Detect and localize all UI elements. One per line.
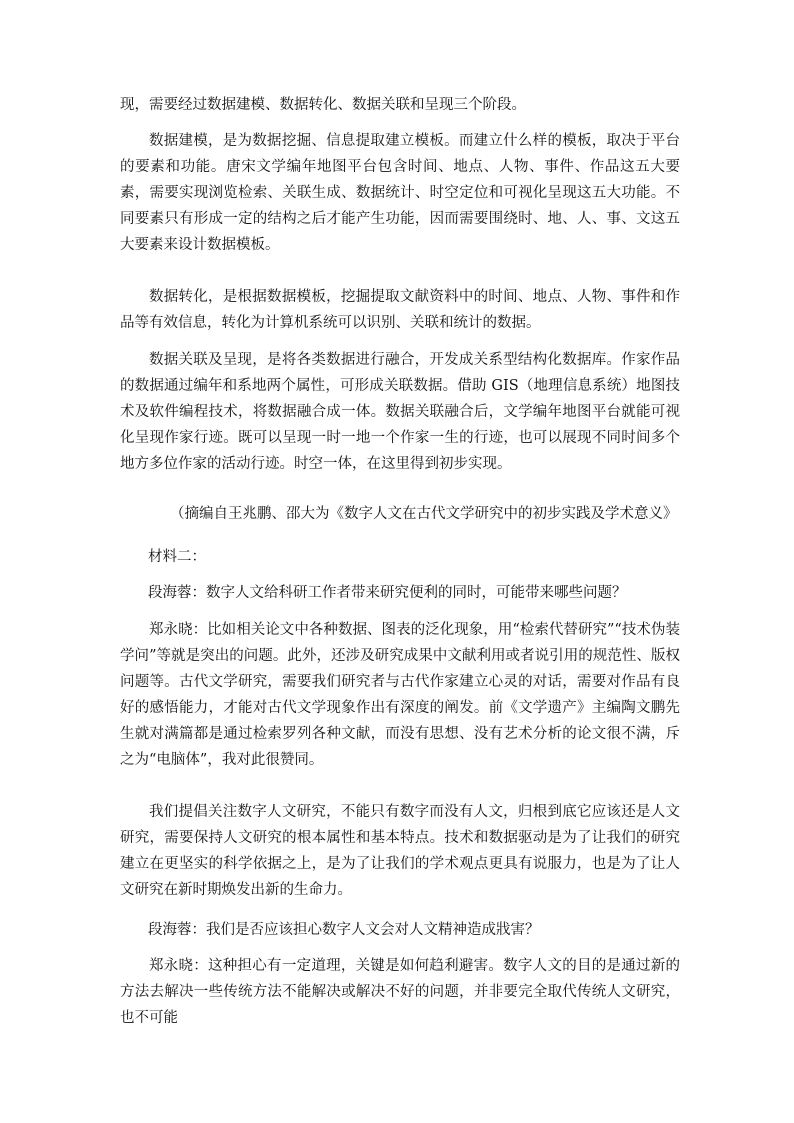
answer-two: 郑永晓：这种担心有一定道理，关键是如何趋利避害。数字人文的目的是通过新的方法去解决一些传统方法不能解决或解决不好的问题，并非要完全取代传统人文研究，也不可能 bbox=[120, 958, 680, 1026]
paragraph-continuation: 现，需要经过数据建模、数据转化、数据关联和呈现三个阶段。 bbox=[120, 97, 526, 113]
answer-one: 郑永晓：比如相关论文中各种数据、图表的泛化现象，用“检索代替研究”“技术伪装学问”等就是突出的问题。此外，还涉及研究成果中文献利用或者说引用的规范性、版权问题等。古代文学研究，需要我们研究者与古代作家建立心灵的对话，需要对作品有良好的感悟能力，才能对古代文学现象作出有深度的阐发。前《文学遗产》主编陶文鹏先生就对满篇都是通过检索罗列各种文献，而没有思想、没有艺术分析的论文很不满，斥之为“电脑体”，我对此很赞同。 bbox=[120, 622, 680, 768]
question-two: 段海蓉：我们是否应该担心数字人文会对人文精神造成戕害？ bbox=[148, 922, 540, 938]
paragraph-data-conversion: 数据转化，是根据数据模板，挖掘提取文献资料中的时间、地点、人物、事件和作品等有效信息，转化为计算机系统可以识别、关联和统计的数据。 bbox=[120, 289, 680, 331]
citation: （摘编自王兆鹏、邵大为《数字人文在古代文学研究中的初步实践及学术意义》 bbox=[170, 506, 678, 522]
material-two-heading: 材料二： bbox=[148, 549, 206, 565]
paragraph-data-modeling: 数据建模，是为数据挖掘、信息提取建立模板。而建立什么样的模板，取决于平台的要素和功能。唐宋文学编年地图平台包含时间、地点、人物、事件、作品这五大要素，需要实现浏览检索、关联生成、数据统计、时空定位和可视化呈现这五大功能。不同要素只有形成一定的结构之后才能产生功能，因而需要围绕时、地、人、事、文这五大要素来设计数据模板。 bbox=[120, 133, 680, 253]
paragraph-data-association: 数据关联及呈现，是将各类数据进行融合，开发成关系型结构化数据库。作家作品的数据通过编年和系地两个属性，可形成关联数据。借助 GIS（地理信息系统）地图技术及软件编程技术，将数据融合成一体。数据关联融合后，文学编年地图平台就能可视化呈现作家行迹。既可以呈现一时一地一个作家一生的行迹，也可以展现不同时间多个地方多位作家的活动行迹。时空一体，在这里得到初步实现。 bbox=[120, 352, 680, 472]
answer-one-continued: 我们提倡关注数字人文研究，不能只有数字而没有人文，归根到底它应该还是人文研究，需要保持人文研究的根本属性和基本特点。技术和数据驱动是为了让我们的研究建立在更坚实的科学依据之上，是为了让我们的学术观点更具有说服力，也是为了让人文研究在新时期焕发出新的生命力。 bbox=[120, 804, 680, 898]
question-one: 段海蓉：数字人文给科研工作者带来研究便利的同时，可能带来哪些问题？ bbox=[148, 585, 627, 601]
